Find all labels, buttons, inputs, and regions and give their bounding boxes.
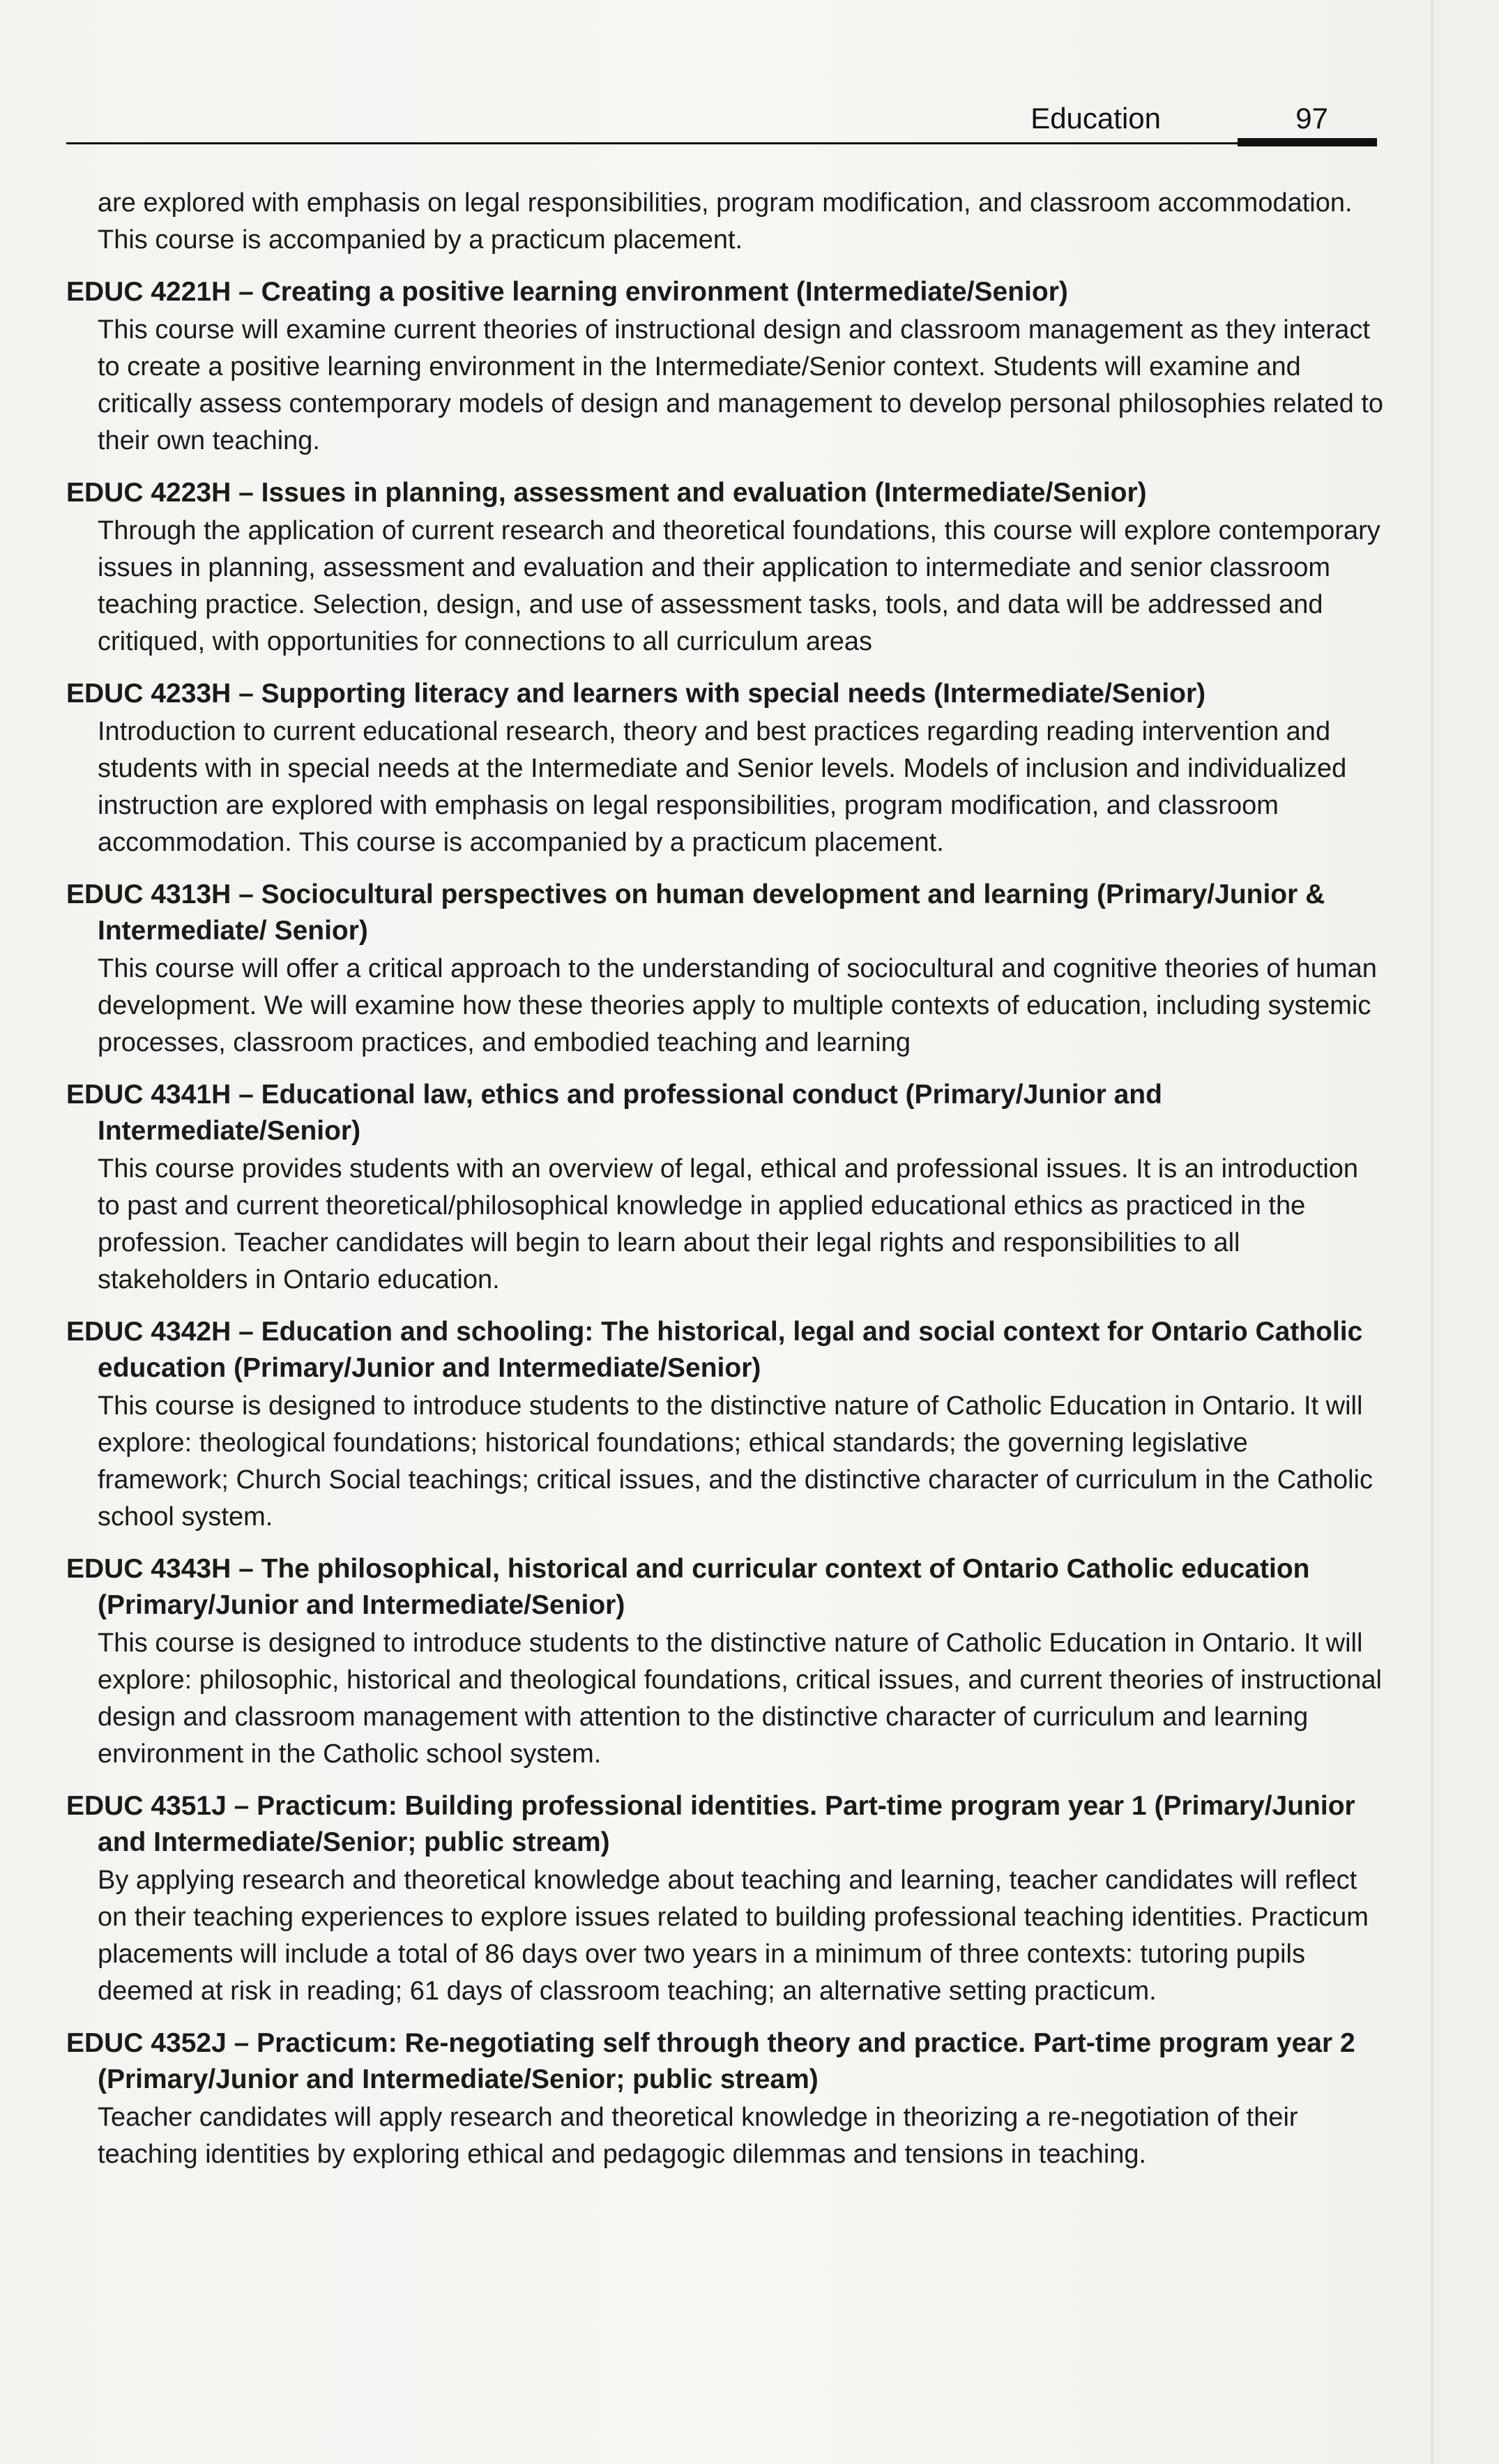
course-title: EDUC 4233H – Supporting literacy and learners with special needs (Intermediate/Senior): [66, 679, 1206, 709]
page-fold-shadow: [1431, 0, 1433, 2464]
course-entry: [66, 1314, 1384, 1536]
course-description: This course will examine current theories of instructional design and classroom management as they interact to create a positive learning environment in the Intermediate/Senior context. Students will examine and critically assess contemporary models of design and management to develop personal philosophies related to their own teaching.: [98, 315, 1384, 455]
course-title: EDUC 4343H – The philosophical, historical and curricular context of Ontario Catholic education (Primary/Junior and Intermediate/Senior): [66, 1554, 1310, 1620]
course-entry: [66, 274, 1384, 460]
course-title: EDUC 4351J – Practicum: Building professional identities. Part-time program year 1 (Primary/Junior and Intermediate/Senior; public stream): [66, 1791, 1355, 1857]
course-description: Through the application of current research and theoretical foundations, this course will explore contemporary issues in planning, assessment and evaluation and their application to intermediate and senior classroom teaching practice. Selection, design, and use of assessment tasks, tools, and data will be addressed and critiqued, with opportunities for connections to all curriculum areas: [98, 516, 1380, 656]
course-title: EDUC 4223H – Issues in planning, assessment and evaluation (Intermediate/Senior): [66, 478, 1147, 508]
section-label: Education: [1030, 102, 1161, 135]
course-title: EDUC 4313H – Sociocultural perspectives on human development and learning (Primary/Junior & Intermediate/ Senior): [66, 879, 1325, 946]
course-entry: [66, 475, 1384, 660]
course-title: EDUC 4221H – Creating a positive learning environment (Intermediate/Senior): [66, 277, 1068, 307]
course-entry: [66, 2025, 1384, 2173]
course-description: This course is designed to introduce students to the distinctive nature of Catholic Education in Ontario. It will explore: theological foundations; historical foundations; ethical standards; the governing legislative framework; Church Social teachings; critical issues, and the distinctive character of curriculum in the Catholic school system.: [98, 1391, 1373, 1532]
course-description: By applying research and theoretical knowledge about teaching and learning, teacher candidates will reflect on their teaching experiences to explore issues related to building professional teaching identities. Practicum placements will include a total of 86 days over two years in a minimum of three contexts: tutoring pupils deemed at risk in reading; 61 days of classroom teaching; an alternative setting practicum.: [98, 1866, 1369, 2006]
course-entry: [66, 1077, 1384, 1299]
header-rule-accent: [1238, 138, 1377, 146]
page-number: 97: [1295, 102, 1328, 135]
course-description: This course is designed to introduce students to the distinctive nature of Catholic Education in Ontario. It will explore: philosophic, historical and theological foundations, critical issues, and current theories of instructional design and classroom management with attention to the distinctive character of curriculum and learning environment in the Catholic school system.: [98, 1628, 1382, 1769]
course-entry: [66, 1788, 1384, 2010]
course-title: EDUC 4342H – Education and schooling: The historical, legal and social context for Ontario Catholic education (Primary/Junior and Intermediate/Senior): [66, 1317, 1363, 1383]
page-header: [66, 98, 1377, 153]
course-title: EDUC 4341H – Educational law, ethics and professional conduct (Primary/Junior and Intermediate/Senior): [66, 1080, 1162, 1146]
course-entry: [66, 676, 1384, 861]
course-title: EDUC 4352J – Practicum: Re-negotiating self through theory and practice. Part-time program year 2 (Primary/Junior and Intermediate/Senior; public stream): [66, 2028, 1355, 2094]
course-description: Teacher candidates will apply research and theoretical knowledge in theorizing a re-negotiation of their teaching identities by exploring ethical and pedagogic dilemmas and tensions in teaching.: [98, 2103, 1298, 2169]
course-entry: [66, 877, 1384, 1061]
course-entry: [66, 1551, 1384, 1773]
course-description: This course will offer a critical approach to the understanding of sociocultural and cognitive theories of human development. We will examine how these theories apply to multiple contexts of education, including systemic processes, classroom practices, and embodied teaching and learning: [98, 954, 1377, 1057]
course-listing: [66, 185, 1384, 2173]
header-rule: [66, 142, 1377, 144]
continued-description: are explored with emphasis on legal responsibilities, program modification, and classroom accommodation. This course is accompanied by a practicum placement.: [98, 188, 1353, 255]
course-description: This course provides students with an overview of legal, ethical and professional issues. It is an introduction to past and current theoretical/philosophical knowledge in applied educational ethics as practiced in the profession. Teacher candidates will begin to learn about their legal rights and responsibilities to all stakeholders in Ontario education.: [98, 1154, 1359, 1294]
course-description: Introduction to current educational research, theory and best practices regarding reading intervention and students with in special needs at the Intermediate and Senior levels. Models of inclusion and individualized instruction are explored with emphasis on legal responsibilities, program modification, and classroom accommodation. This course is accompanied by a practicum placement.: [98, 717, 1347, 857]
